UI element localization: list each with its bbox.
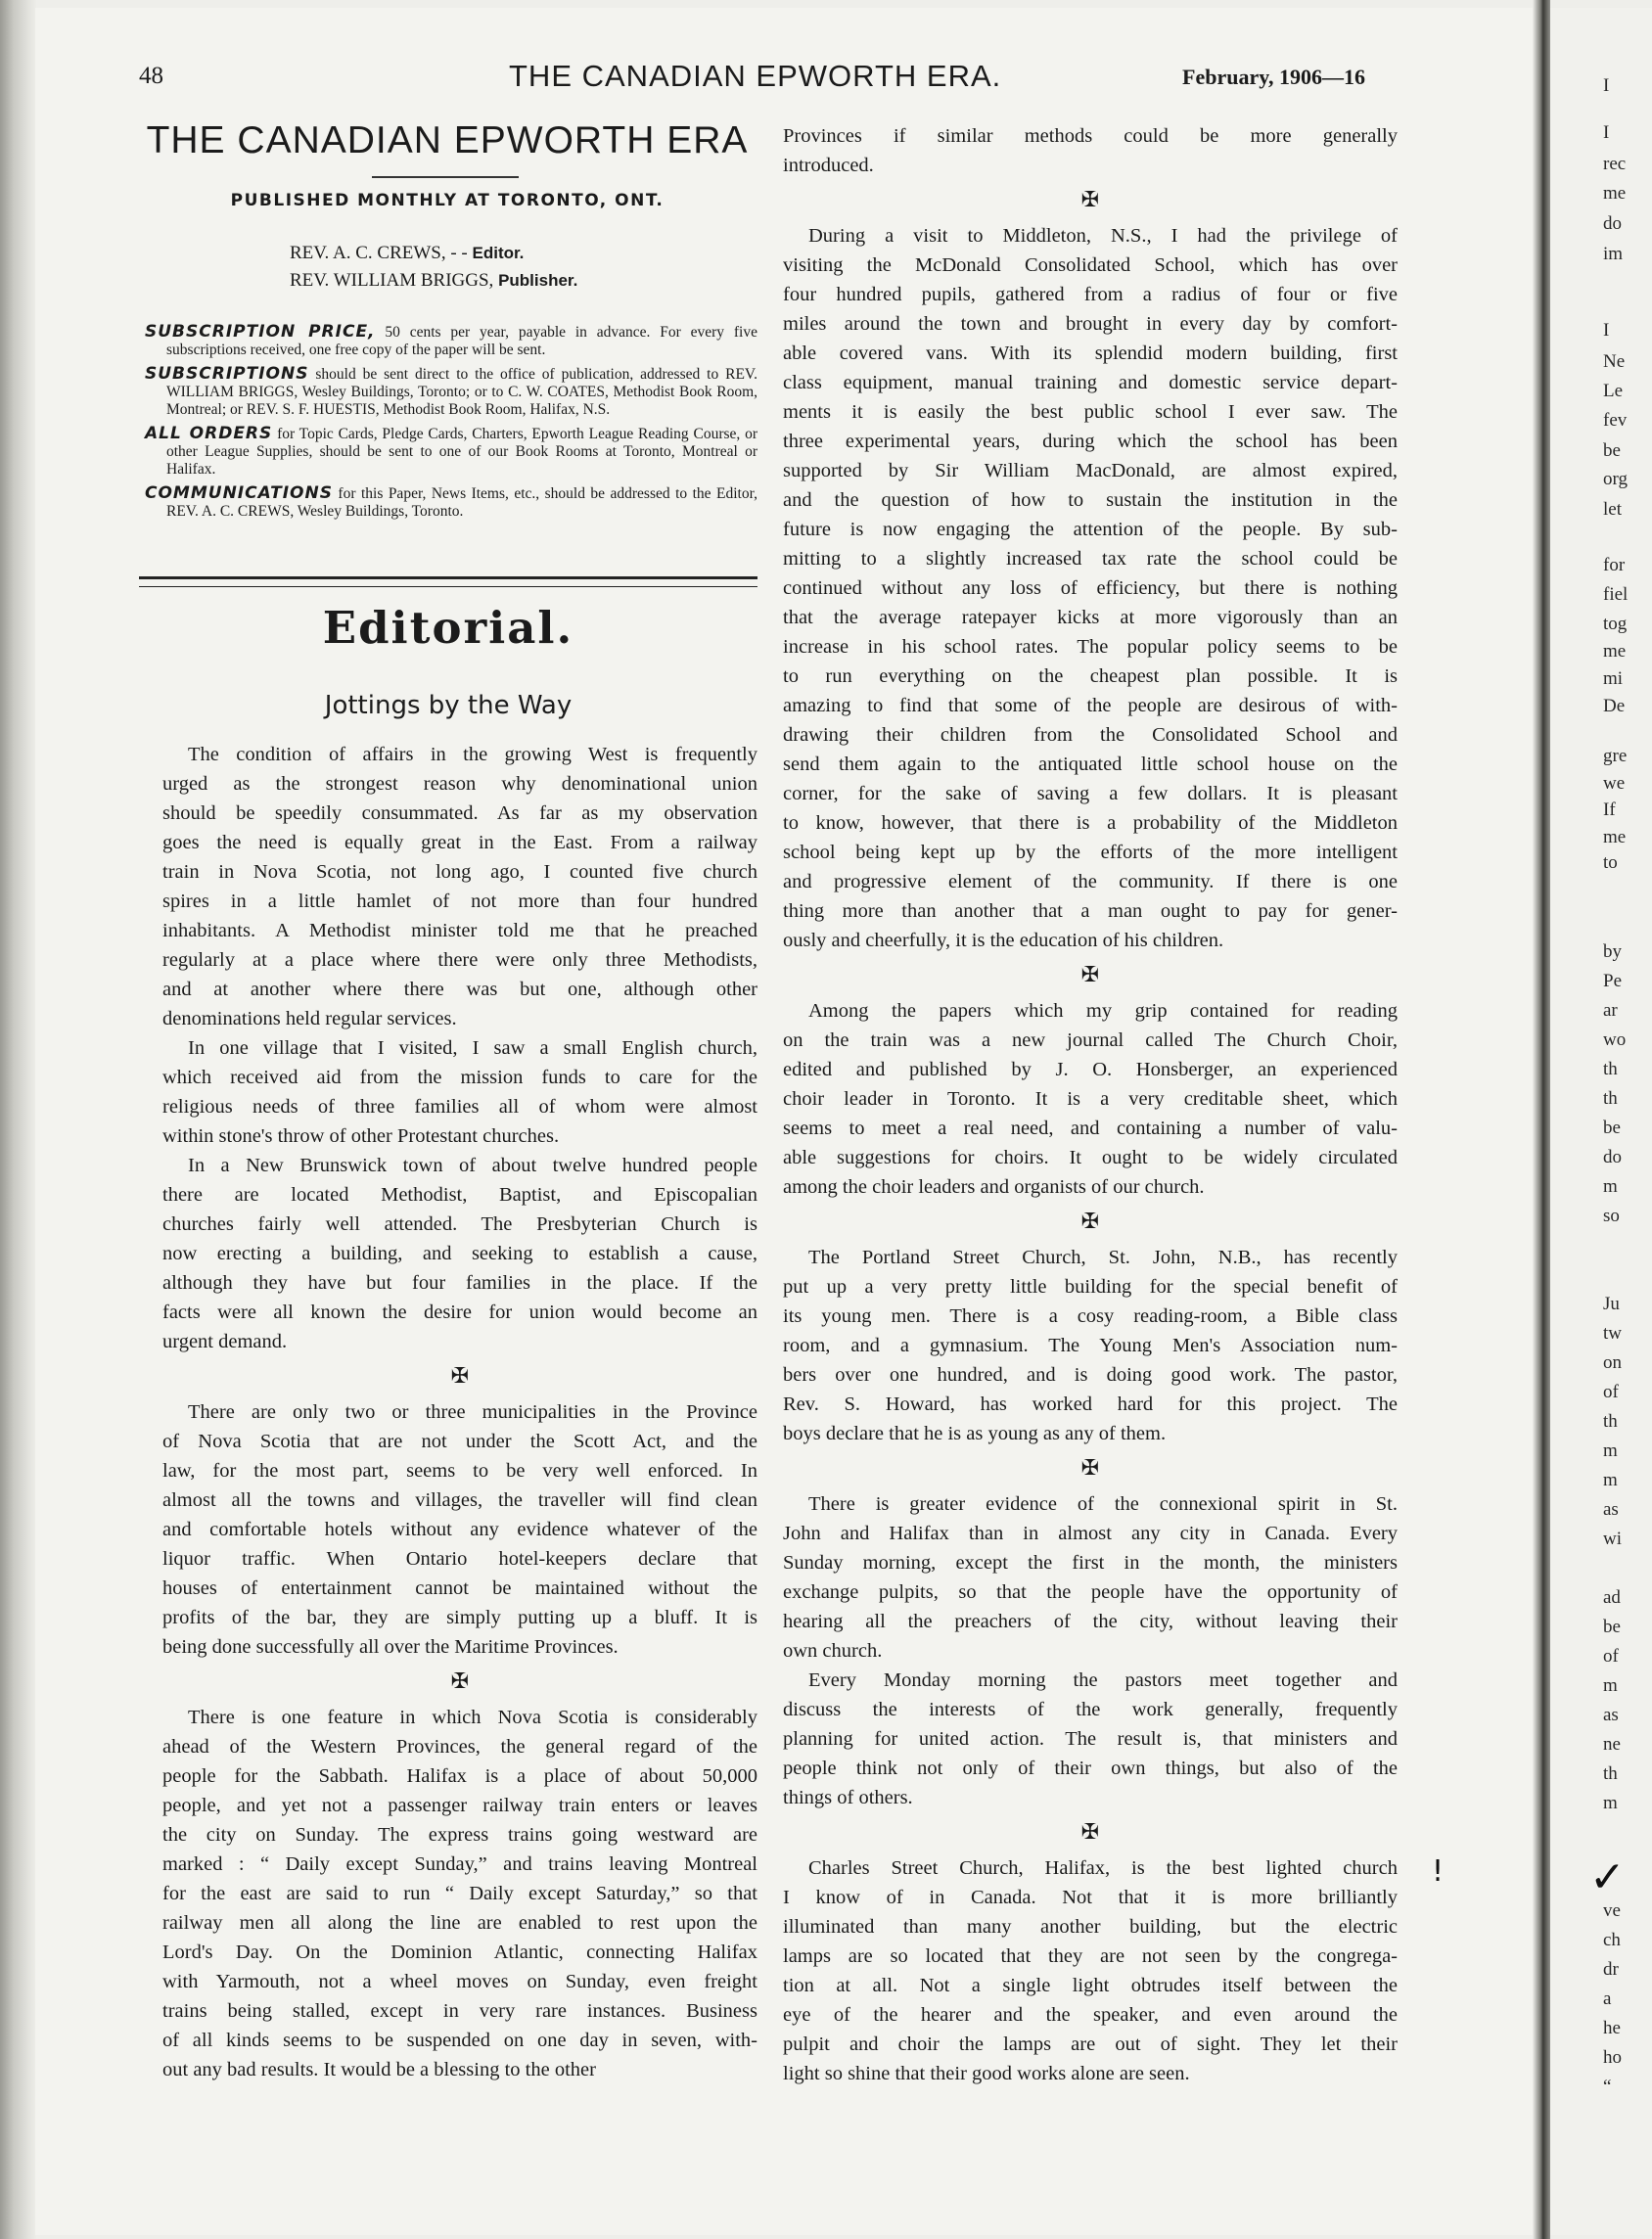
facing-page-text-fragment: me (1603, 641, 1627, 662)
text-line: boys declare that he is as young as any of them. (783, 1423, 1167, 1444)
right-text-column (783, 121, 1398, 2088)
masthead-rule (372, 176, 519, 178)
facing-page-text-fragment: tw (1603, 1323, 1622, 1344)
text-line: Every Monday morning the pastors meet together and (808, 1669, 1398, 1691)
text-line: its young men. There is a cosy reading-room, a Bible class (783, 1305, 1398, 1327)
text-line: marked : “ Daily except Sunday,” and trains leaving Montreal (162, 1853, 757, 1875)
text-line: increase in his school rates. The popular policy seems to be (783, 636, 1398, 658)
facing-page-text-fragment: do (1603, 213, 1622, 234)
text-line: exchange pulpits, so that the people have the opportunity of (783, 1581, 1398, 1603)
facing-page-text-fragment: he (1603, 2018, 1621, 2038)
facing-page-text-fragment: gre (1603, 746, 1628, 766)
text-line: should be speedily consummated. As far as my observation (162, 802, 757, 824)
text-line: seems to meet a real need, and containing a number of valu- (783, 1118, 1398, 1139)
text-line: corner, for the sake of saving a few dollars. It is pleasant (783, 783, 1398, 804)
text-line: three experimental years, during which the school has been (783, 431, 1398, 452)
facing-page-text-fragment: “ (1603, 2077, 1612, 2097)
text-line: things of others. (783, 1787, 913, 1808)
text-line: people for the Sabbath. Halifax is a place of about 50,000 (162, 1765, 757, 1787)
section-separator-cross: ✠ (450, 1669, 470, 1694)
facing-page-text-fragment: m (1603, 1176, 1618, 1197)
text-line: denominations held regular services. (162, 1008, 457, 1029)
text-line: four hundred pupils, gathered from a radius of four or five (783, 284, 1398, 305)
text-line: there are located Methodist, Baptist, and Episcopalian (162, 1184, 757, 1206)
notice-lead: ALL ORDERS (145, 424, 273, 443)
facing-page-text-fragment: ar (1603, 1000, 1618, 1021)
text-line: ously and cheerfully, it is the education of his children. (783, 930, 1224, 951)
notice-lead: SUBSCRIPTION PRICE, (145, 322, 376, 342)
text-line: to run everything on the cheapest plan possible. It is (783, 665, 1398, 687)
text-line: urged as the strongest reason why denominational union (162, 773, 757, 795)
text-line: school being kept up by the efforts of the more intelligent (783, 842, 1398, 863)
text-line: liquor traffic. When Ontario hotel-keepers declare that (162, 1548, 757, 1570)
editor-name: REV. A. C. CREWS, - - (290, 243, 473, 263)
text-line: bers over one hundred, and is doing good work. The pastor, (783, 1364, 1398, 1386)
paragraph (162, 1703, 757, 2084)
text-line: law, for the most part, seems to be very well enforced. In (162, 1460, 757, 1482)
paragraph (162, 740, 757, 1033)
section-title: Editorial. (322, 602, 574, 654)
text-line: lamps are so located that they are not seen by the congrega- (783, 1945, 1398, 1967)
notice-subscriptions (145, 365, 757, 419)
facing-page-text-fragment: I (1603, 320, 1610, 341)
text-line: churches fairly well attended. The Presbyterian Church is (162, 1213, 757, 1235)
facing-page-text-fragment: th (1603, 1763, 1618, 1784)
masthead-title: THE CANADIAN EPWORTH ERA (146, 119, 749, 161)
facing-page-text-fragment: m (1603, 1675, 1618, 1696)
facing-page-text-fragment: let (1603, 499, 1622, 520)
left-text-column (162, 740, 757, 2084)
text-line: introduced. (783, 155, 874, 176)
text-line: able suggestions for choirs. It ought to be widely circulated (783, 1147, 1398, 1168)
facing-page-text-fragment: tog (1603, 614, 1628, 634)
page-number: 48 (139, 63, 163, 89)
editor-line (290, 243, 524, 264)
text-line: put up a very pretty little building for the special benefit of (783, 1276, 1398, 1298)
pencil-tick-mark: ! (1432, 1854, 1445, 1889)
facing-page-text-fragment: m (1603, 1470, 1618, 1490)
text-line: now erecting a building, and seeking to establish a cause, (162, 1243, 757, 1264)
facing-page-text-fragment: Pe (1603, 971, 1622, 991)
text-line: send them again to the antiquated little school house on the (783, 754, 1398, 775)
text-line: choir leader in Toronto. It is a very creditable sheet, which (783, 1088, 1398, 1110)
text-line: pulpit and choir the lamps are out of sight. They let their (783, 2033, 1398, 2055)
facing-page-text-fragment: for (1603, 555, 1626, 575)
text-line: able covered vans. With its splendid modern building, first (783, 343, 1398, 364)
text-line: within stone's throw of other Protestant churches. (162, 1125, 560, 1147)
facing-page-text-fragment: im (1603, 244, 1624, 264)
text-line: almost all the towns and villages, the traveller will find clean (162, 1489, 757, 1511)
facing-page-text-fragment: be (1603, 1617, 1621, 1637)
facing-page-text-fragment: be (1603, 1118, 1621, 1138)
facing-page-text-fragment: Ne (1603, 351, 1626, 372)
facing-page-text-fragment: Le (1603, 381, 1624, 401)
facing-page-text-fragment: th (1603, 1088, 1618, 1109)
notice-text: should be sent direct to the office of publication, addressed to REV. WILLIAM BRIGGS, Wesley Buildings, Toronto; or to C. W. COATES, Methodist Book Room, Montreal; or REV. S. F. HUESTIS, Methodist Book Room, Halifax, N.S. (166, 366, 757, 418)
facing-page-text-fragment: I (1603, 75, 1610, 96)
text-line: Provinces if similar methods could be more generally (783, 125, 1398, 147)
text-line: inhabitants. A Methodist minister told me that he preached (162, 920, 757, 941)
facing-page-text-fragment: ne (1603, 1734, 1621, 1755)
facing-page-text-fragment: of (1603, 1382, 1619, 1402)
text-line: During a visit to Middleton, N.S., I had the privilege of (808, 225, 1398, 247)
text-line: to know, however, that there is a probability of the Middleton (783, 812, 1398, 834)
text-line: In a New Brunswick town of about twelve hundred people (188, 1155, 757, 1176)
text-line: John and Halifax than in almost any city in Canada. Every (783, 1523, 1398, 1544)
text-line: Lord's Day. On the Dominion Atlantic, connecting Halifax (162, 1942, 757, 1963)
notices-block (145, 323, 757, 526)
facing-page-text-fragment: by (1603, 941, 1622, 962)
text-line: profits of the bar, they are simply putting up a bluff. It is (162, 1607, 757, 1628)
facing-page-text-fragment: me (1603, 827, 1627, 847)
text-line: I know of in Canada. Not that it is more brilliantly (783, 1887, 1398, 1908)
notice-lead: SUBSCRIPTIONS (145, 364, 309, 384)
paragraph (783, 221, 1398, 955)
facing-page-text-fragment: org (1603, 469, 1628, 489)
notice-text: for Topic Cards, Pledge Cards, Charters, Epworth League Reading Course, or other League Supplies, should be sent to one of our Book Rooms at Toronto, Montreal or Halifax. (166, 426, 757, 478)
paragraph (162, 1033, 757, 1151)
text-line: among the choir leaders and organists of our church. (783, 1176, 1205, 1198)
facing-page-text-fragment: do (1603, 1147, 1622, 1167)
text-line: In one village that I visited, I saw a small English church, (188, 1037, 757, 1059)
editor-role: Editor. (472, 244, 525, 262)
paragraph (162, 1151, 757, 1356)
section-separator-cross: ✠ (1080, 1820, 1100, 1845)
text-line: mitting to a slightly increased tax rate the school could be (783, 548, 1398, 570)
facing-page-text-fragment: m (1603, 1793, 1618, 1813)
paragraph (783, 1666, 1398, 1812)
facing-page-text-fragment: ve (1603, 1900, 1621, 1921)
text-line: Rev. S. Howard, has worked hard for this project. The (783, 1394, 1398, 1415)
facing-page-text-fragment: me (1603, 183, 1627, 204)
text-line: people think not only of their own things, but also of the (783, 1758, 1398, 1779)
text-line: planning for united action. The result is, that ministers and (783, 1728, 1398, 1750)
text-line: train in Nova Scotia, not long ago, I counted five church (162, 861, 757, 883)
check-mark: ✓ (1589, 1852, 1626, 1902)
paragraph (783, 996, 1398, 1202)
facing-page-text-fragment: ho (1603, 2047, 1622, 2068)
text-line: There is greater evidence of the connexional spirit in St. (808, 1493, 1398, 1515)
section-separator-cross: ✠ (1080, 1456, 1100, 1481)
text-line: and the question of how to sustain the institution in the (783, 489, 1398, 511)
text-line: The Portland Street Church, St. John, N.B., has recently (808, 1247, 1398, 1268)
facing-page-text-fragment: mi (1603, 668, 1624, 689)
facing-page-text-fragment: be (1603, 440, 1621, 461)
text-line: and comfortable hotels without any evidence whatever of the (162, 1519, 757, 1540)
text-line: with Yarmouth, not a wheel moves on Sunday, even freight (162, 1971, 757, 1992)
facing-page-text-fragment: th (1603, 1411, 1618, 1432)
paragraph (162, 1397, 757, 1662)
facing-page-text-fragment: If (1603, 800, 1616, 820)
facing-page-text-fragment: m (1603, 1440, 1618, 1461)
text-line: facts were all known the desire for union would become an (162, 1302, 757, 1323)
masthead-subtitle: PUBLISHED MONTHLY AT TORONTO, ONT. (230, 191, 665, 210)
text-line: discuss the interests of the work generally, frequently (783, 1699, 1398, 1720)
issue-date: February, 1906—16 (1182, 65, 1365, 89)
facing-page-text-fragment: I (1603, 122, 1610, 143)
facing-page-text-fragment: wi (1603, 1529, 1622, 1549)
text-line: that the average ratepayer kicks at more vigorously than an (783, 607, 1398, 628)
paragraph (783, 1853, 1398, 2088)
text-line: Sunday morning, except the first in the month, the ministers (783, 1552, 1398, 1574)
text-line: own church. (783, 1640, 883, 1662)
publisher-role: Publisher. (498, 271, 578, 290)
text-line: amazing to find that some of the people are desirous of with- (783, 695, 1398, 716)
facing-page-text-fragment: fiel (1603, 584, 1629, 605)
page-binding-edge (0, 0, 37, 2239)
text-line: The condition of affairs in the growing West is frequently (188, 744, 757, 765)
text-line: class equipment, manual training and domestic service depart- (783, 372, 1398, 393)
text-line: being done successfully all over the Maritime Provinces. (162, 1636, 619, 1658)
running-head: THE CANADIAN EPWORTH ERA. (509, 59, 1002, 93)
facing-page-text-fragment: th (1603, 1059, 1618, 1079)
facing-page-text-fragment: to (1603, 852, 1618, 873)
paragraph (783, 1489, 1398, 1666)
page-gutter (1533, 0, 1550, 2239)
facing-page-text-fragment: ch (1603, 1930, 1621, 1950)
facing-page-text-fragment: a (1603, 1988, 1612, 2009)
text-line: houses of entertainment cannot be maintained without the (162, 1577, 757, 1599)
text-line: and progressive element of the community. If there is one (783, 871, 1398, 892)
facing-page-text-fragment: dr (1603, 1959, 1619, 1980)
text-line: trains being stalled, except in very rare instances. Business (162, 2000, 757, 2022)
facing-page-text-fragment: so (1603, 1206, 1620, 1226)
section-separator-cross: ✠ (1080, 1210, 1100, 1234)
text-line: hearing all the preachers of the city, without leaving their (783, 1611, 1398, 1632)
notice-text: for this Paper, News Items, etc., should be addressed to the Editor, REV. A. C. CREWS, Wesley Buildings, Toronto. (166, 485, 757, 520)
section-separator-cross: ✠ (450, 1364, 470, 1389)
facing-page-edge (1550, 8, 1652, 2235)
text-line: eye of the hearer and the speaker, and even around the (783, 2004, 1398, 2026)
text-line: room, and a gymnasium. The Young Men's Association num- (783, 1335, 1398, 1356)
facing-page-text-fragment: we (1603, 773, 1626, 794)
publisher-name: REV. WILLIAM BRIGGS, (290, 270, 499, 291)
notice-all-orders (145, 425, 757, 479)
text-line: spires in a little hamlet of not more than four hundred (162, 891, 757, 912)
facing-page-text-fragment: rec (1603, 154, 1627, 174)
text-line: ments it is easily the best public school I ever saw. The (783, 401, 1398, 423)
paragraph (783, 121, 1398, 180)
section-separator-cross: ✠ (1080, 963, 1100, 987)
text-line: There is one feature in which Nova Scotia is considerably (188, 1707, 757, 1728)
text-line: religious needs of three families all of whom were almost (162, 1096, 757, 1118)
facing-page-text-fragment: Ju (1603, 1294, 1620, 1314)
masthead-double-rule (139, 576, 757, 587)
text-line: out any bad results. It would be a blessing to the other (162, 2059, 596, 2080)
text-line: for the east are said to run “ Daily except Saturday,” so that (162, 1883, 757, 1904)
text-line: of Nova Scotia that are not under the Scott Act, and the (162, 1431, 757, 1452)
text-line: railway men all along the line are enabled to rest upon the (162, 1912, 757, 1934)
text-line: thing more than another that a man ought to pay for gener- (783, 900, 1398, 922)
text-line: illuminated than many another building, but the electric (783, 1916, 1398, 1938)
facing-page-text-fragment: wo (1603, 1029, 1627, 1050)
facing-page-text-fragment: De (1603, 696, 1626, 716)
text-line: Among the papers which my grip contained for reading (808, 1000, 1398, 1022)
text-line: regularly at a place where there were only three Methodists, (162, 949, 757, 971)
text-line: future is now engaging the attention of the people. By sub- (783, 519, 1398, 540)
text-line: There are only two or three municipalities in the Province (188, 1401, 757, 1423)
text-line: Charles Street Church, Halifax, is the best lighted church (808, 1857, 1398, 1879)
text-line: light so shine that their good works alone are seen. (783, 2063, 1190, 2084)
notice-communications (145, 484, 757, 521)
section-separator-cross: ✠ (1080, 188, 1100, 212)
facing-page-text-fragment: fev (1603, 410, 1628, 431)
text-line: urgent demand. (162, 1331, 288, 1352)
text-line: visiting the McDonald Consolidated School, which has over (783, 254, 1398, 276)
text-line: of all kinds seems to be suspended on one day in seven, with- (162, 2030, 757, 2051)
text-line: miles around the town and brought in every day by comfort- (783, 313, 1398, 335)
text-line: which received aid from the mission funds to care for the (162, 1067, 757, 1088)
text-line: the city on Sunday. The express trains going westward are (162, 1824, 757, 1846)
text-line: supported by Sir William MacDonald, are almost expired, (783, 460, 1398, 481)
text-line: on the train was a new journal called The Church Choir, (783, 1029, 1398, 1051)
text-line: and at another where there was but one, although other (162, 979, 757, 1000)
notice-lead: COMMUNICATIONS (145, 483, 333, 503)
notice-text: 50 cents per year, payable in advance. For every five subscriptions received, one free copy of the paper will be sent. (166, 324, 757, 358)
text-line: tion at all. Not a single light obtrudes itself between the (783, 1975, 1398, 1996)
facing-page-text-fragment: ad (1603, 1587, 1621, 1608)
facing-page-text-fragment: as (1603, 1499, 1619, 1520)
text-line: continued without any loss of efficiency, but there is nothing (783, 577, 1398, 599)
article-title: Jottings by the Way (324, 691, 573, 720)
facing-page-text-fragment: of (1603, 1646, 1619, 1667)
text-line: goes the need is equally great in the East. From a railway (162, 832, 757, 853)
text-line: ahead of the Western Provinces, the general regard of the (162, 1736, 757, 1758)
text-line: edited and published by J. O. Honsberger, an experienced (783, 1059, 1398, 1080)
paragraph (783, 1243, 1398, 1448)
text-line: although they have but four families in the place. If the (162, 1272, 757, 1294)
facing-page-text-fragment: as (1603, 1705, 1619, 1725)
text-line: drawing their children from the Consolidated School and (783, 724, 1398, 746)
notice-subscription-price (145, 323, 757, 359)
text-line: people, and yet not a passenger railway train enters or leaves (162, 1795, 757, 1816)
facing-page-text-fragment: on (1603, 1352, 1622, 1373)
publisher-line (290, 270, 577, 292)
